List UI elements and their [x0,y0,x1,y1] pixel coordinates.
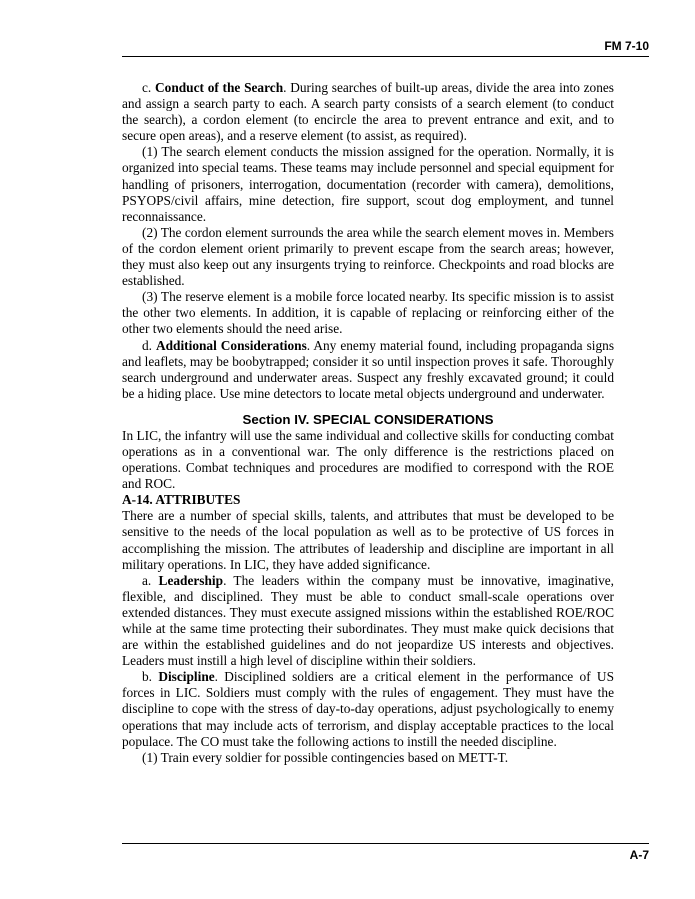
item-label: b. [142,669,153,685]
paragraph-reserve-element: (3) The reserve element is a mobile force located nearby. Its specific mission is to assist the other two elements. In addition, it is capable of replacing or reinforcing either of the other two elements should the need arise. [122,289,614,337]
item-label: c. [142,80,152,95]
attributes-intro: There are a number of special skills, talents, and attributes that must be developed to be sensitive to the needs of the local population as well as to be protective of US forces in accomplishing the mission. The attributes of leadership and discipline are important in all military operations. In LIC, they have added significance. [122,508,614,572]
header-rule [122,56,649,57]
paragraph-discipline [122,669,614,749]
page-number: A-7 [629,848,649,862]
paragraph-additional-considerations [122,338,614,402]
item-label: d. [142,337,153,353]
section-heading: Section IV. SPECIAL CONSIDERATIONS [242,411,494,427]
body-text [122,80,614,766]
paragraph-heading-attributes: A-14. ATTRIBUTES [122,492,241,508]
item-text: . The leaders within the company must be innovative, imaginative, flexible, and disciplined. They must be able to conduct small-scale operations over extended distances. They must execute assigned missions within the established ROE/ROC while at the same time protecting their subordinates. They must make quick decisions that are within the established guidelines and do not jeopardize US interests and objectives. Leaders must instill a high level of discipline within their soldiers. [122,572,614,669]
footer-rule [122,843,649,844]
item-title: Conduct of the Search [155,80,284,95]
paragraph-leadership [122,573,614,670]
paragraph-train-soldiers: (1) Train every soldier for possible contingencies based on METT-T. [142,749,509,765]
item-text: . Disciplined soldiers are a critical element in the performance of US forces in LIC. Soldiers must comply with the rules of engagement. They must have the discipline to cope with the stress of day-to-day operations, adjust psychologically to enemy operations that may include acts of terrorism, and display acceptable practices to the local populace. The CO must take the following actions to instill the needed discipline. [122,669,614,749]
paragraph-conduct-of-search [122,80,614,144]
item-label: a. [142,572,152,588]
paragraph-search-element: (1) The search element conducts the mission assigned for the operation. Normally, it is organized into special teams. These teams may include personnel and special equipment for handling of prisoners, interrogation, documentation (recorder with camera), demolitions, PSYOPS/civil affairs, mine detection, fire support, scout dog employment, and tunnel reconnaissance. [122,144,614,224]
section-intro: In LIC, the infantry will use the same individual and collective skills for conducting combat operations as in a conventional war. The only difference is the restrictions placed on operations. Combat techniques and procedures are modified to correspond with the ROE and ROC. [122,427,614,492]
item-text: . Any enemy material found, including propaganda signs and leaflets, may be boobytrapped; consider it so until inspection proves it safe. Thoroughly search underground and underwater areas. Suspect any freshly excavated ground; it could be a hiding place. Use mine detectors to locate metal objects underground and underwater. [122,337,615,401]
item-title: Discipline [158,669,215,685]
paragraph-cordon-element: (2) The cordon element surrounds the area while the search element moves in. Members of the cordon element orient primarily to prevent escape from the search areas; however, they must also keep out any insurgents trying to reinforce. Checkpoints and road blocks are established. [122,224,614,289]
item-title: Leadership [158,572,224,588]
item-title: Additional Considerations [156,337,307,353]
manual-id: FM 7-10 [604,39,649,53]
item-text: . During searches of built-up areas, divide the area into zones and assign a search party to each. A search party consists of a search element (to conduct the search), a cordon element (to encircle the area to prevent entrance and exit, and to secure open areas), and a reserve element (to assist, as required). [122,80,614,144]
